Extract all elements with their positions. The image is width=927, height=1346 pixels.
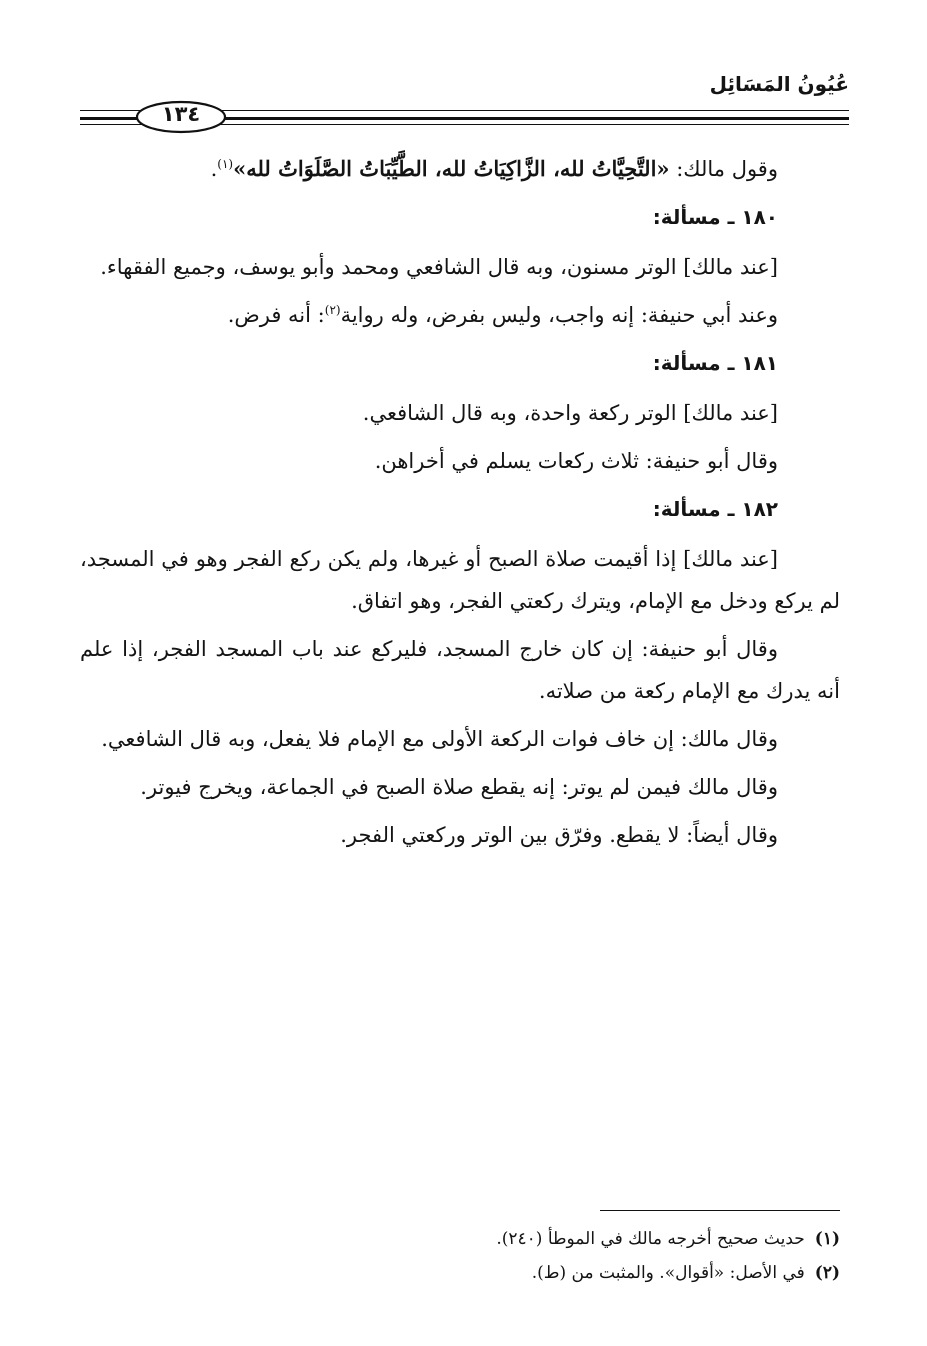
text-span: وعند أبي حنيفة: إنه واجب، وليس بفرض، وله رواية — [340, 303, 778, 327]
text-span: وقول مالك: — [669, 157, 778, 181]
paragraph: وقال أبو حنيفة: إن كان خارج المسجد، فليركع عند باب المسجد الفجر، إذا علم أنه يدرك مع الإمام ركعة من صلاته. — [80, 637, 840, 703]
footnote-ref: (١) — [217, 157, 234, 171]
paragraph: وقال أيضاً: لا يقطع. وفرّق بين الوتر وركعتي الفجر. — [340, 823, 778, 847]
paragraph: وقال مالك: إن خاف فوات الركعة الأولى مع الإمام فلا يفعل، وبه قال الشافعي. — [101, 727, 778, 751]
footnote-item — [80, 1222, 840, 1256]
page-number: ١٣٤ — [161, 102, 201, 126]
paragraph: [عند مالك] الوتر ركعة واحدة، وبه قال الشافعي. — [362, 401, 778, 425]
text-span: . — [210, 157, 218, 181]
paragraph: وقال أبو حنيفة: ثلاث ركعات يسلم في أخراهن. — [374, 449, 778, 473]
footnote-item — [80, 1256, 840, 1290]
issue-heading-180: ١٨٠ ـ مسألة: — [652, 205, 778, 229]
footnote-number: (٢) — [814, 1263, 840, 1283]
paragraph — [80, 294, 840, 336]
footnote-number: (١) — [814, 1229, 840, 1249]
footnote-text: حديث صحيح أخرجه مالك في الموطأ (٢٤٠). — [496, 1229, 805, 1249]
issue-heading-181: ١٨١ ـ مسألة: — [652, 351, 778, 375]
footnote-text: في الأصل: «أقوال». والمثبت من (ط). — [531, 1263, 805, 1283]
footnote-separator — [600, 1210, 840, 1211]
quoted-tashahhud: «التَّحِيَّاتُ لله، الزَّاكِيَاتُ لله، الطَّيِّبَاتُ الصَّلَوَاتُ لله» — [233, 156, 670, 181]
running-title: عُيُونُ المَسَائِل — [709, 72, 849, 96]
paragraph: وقال مالك فيمن لم يوتر: إنه يقطع صلاة الصبح في الجماعة، ويخرج فيوتر. — [140, 775, 778, 799]
main-text — [80, 148, 840, 862]
paragraph — [80, 148, 840, 190]
issue-heading-182: ١٨٢ ـ مسألة: — [652, 497, 778, 521]
footnote-ref: (٢) — [324, 303, 341, 317]
text-span: : أنه فرض. — [227, 303, 325, 327]
paragraph: [عند مالك] الوتر مسنون، وبه قال الشافعي ومحمد وأبو يوسف، وجميع الفقهاء. — [100, 255, 778, 279]
paragraph: [عند مالك] إذا أقيمت صلاة الصبح أو غيرها، ولم يكن ركع الفجر وهو في المسجد، لم يركع ودخل مع الإمام، ويترك ركعتي الفجر، وهو اتفاق. — [80, 547, 840, 613]
footnotes — [80, 1222, 840, 1290]
